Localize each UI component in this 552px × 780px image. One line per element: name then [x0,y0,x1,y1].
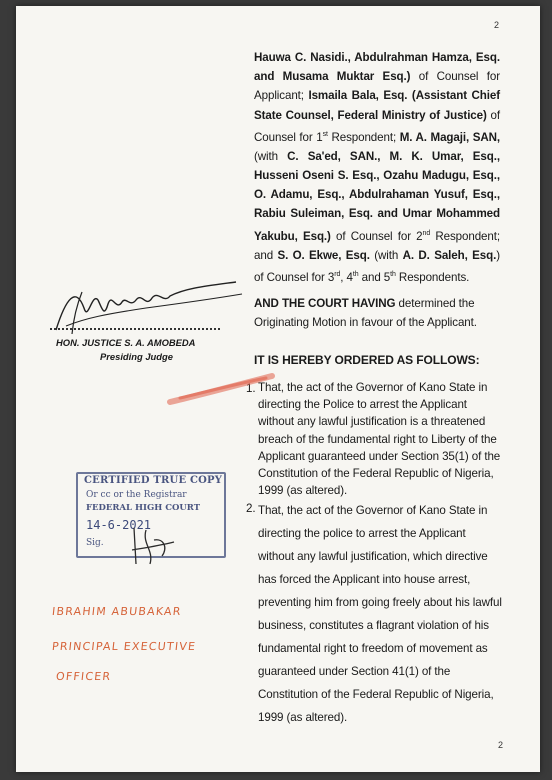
stamp-title: CERTIFIED TRUE COPY [84,475,223,486]
page-number-top: 2 [494,20,500,30]
ordinal-sup: st [322,130,328,138]
counsel-applicant-names: Hauwa C. Nasidi., Abdulrahman Hamza, Esq. and Musama Muktar Esq.) [254,51,500,84]
page-number-bottom: 2 [498,740,504,750]
counsel-text: ) of Counsel for 3 [254,248,500,284]
ordinal-sup: th [352,270,359,278]
counsel-text: Respondent; [327,130,400,144]
stamp-court: FEDERAL HIGH COURT [86,503,201,513]
order-number: 2. [246,502,256,516]
counsel-text: Respondent; and [254,229,500,262]
counsel-text: of Counsel for 2 [330,229,423,243]
counsel-third-respondent-assist: A. D. Saleh, Esq. [402,248,497,262]
counsel-paragraph [254,48,500,287]
judge-title: Presiding Judge [100,351,173,362]
counsel-text: (with [369,248,403,262]
order-text: That, the act of the Governor of Kano State in directing the police to arrest the Applicant without any lawful justification, which directive has forced the Applicant into house arrest, preventing him from going freely about his lawful business, constitutes a flagrant violation of his fundamental right to freedom of movement as guaranteed under Section 41(1) of the Constitution of the Federal Republic of Nigeria, 1999 (as altered). [258,504,502,725]
ordinal-sup: th [390,270,396,278]
certified-true-copy-stamp [76,472,226,572]
ordinal-sup: nd [422,229,431,237]
order-number: 1. [246,382,256,395]
counsel-text: , 4 [340,270,353,284]
stamp-sig-label: Sig. [86,538,104,548]
handwritten-title-cont: OFFICER [55,670,112,683]
orders-heading: IT IS HEREBY ORDERED AS FOLLOWS: [254,353,480,367]
determination-text: determined the Originating Motion in favour of the Applicant. [254,297,477,330]
orders-list [240,379,502,729]
handwritten-title: PRINCIPAL EXECUTIVE [51,640,197,653]
ordinal-sup: rd [334,270,341,278]
order-text: That, the act of the Governor of Kano State in directing the Police to arrest the Applicant without any lawful justification is a threatened breach of the fundamental right to Liberty of the Applicant guaranteed under Section 35(1) of the Constitution of the Federal Republic of Nigeria, 1999 (as altered). [258,381,501,498]
order-item [240,379,502,499]
handwritten-name: IBRAHIM ABUBAKAR [51,605,183,618]
counsel-text: of Counsel for 1 [254,108,500,144]
counsel-lead-san: M. A. Magaji, SAN, [399,130,500,144]
stamp-office: Or cc or the Registrar [86,490,187,500]
counsel-first-respondent-names: Ismaila Bala, Esq. (Assistant Chief State Counsel, Federal Ministry of Justice) [254,89,500,122]
judge-name: HON. JUSTICE S. A. AMOBEDA [56,337,196,348]
red-ink-smear [166,368,276,408]
stamp-signature-scribble [124,520,184,570]
counsel-text: and 5 [358,270,391,284]
counsel-text: of Counsel for Applicant; [254,70,500,103]
counsel-text: (with [254,149,288,163]
order-item [240,499,502,729]
counsel-text: Respondents. [395,270,470,284]
stamp-date: 14-6-2021 [86,518,152,532]
determination-paragraph [254,294,500,332]
document-page [16,6,540,772]
counsel-second-respondent-names: C. Sa'ed, SAN., M. K. Umar, Esq., Husseni Oseni S. Esq., Ozahu Madugu, Esq., O. Adamu, Esq., Abdulrahaman Yusuf, Esq., Rabiu Suleiman, Esq. and Umar Mohammed Yakubu, Esq.) [254,149,500,243]
signature-line [50,328,220,330]
counsel-third-respondent-lead: S. O. Ekwe, Esq. [277,248,370,262]
determination-lead: AND THE COURT HAVING [254,297,396,310]
